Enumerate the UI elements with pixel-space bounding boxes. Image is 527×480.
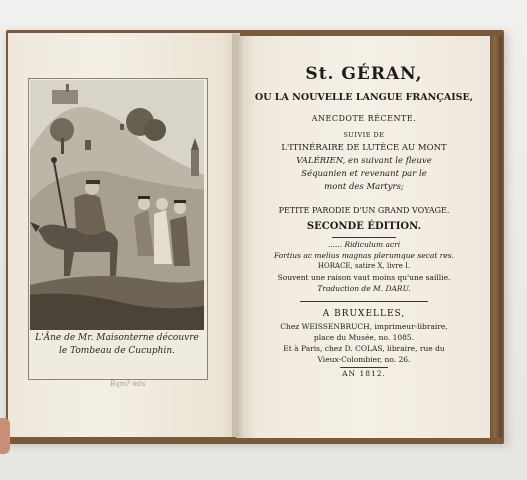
imprint-year: AN 1812. — [342, 369, 386, 378]
itinerary-line-3: Séquanien et revenant par le — [301, 169, 427, 179]
title-rule-2 — [300, 301, 428, 302]
itinerary-line-2: VALÉRIEN, en suivant le fleuve — [296, 156, 432, 166]
epigraph-line-1: ...... Ridiculum acri — [327, 240, 401, 249]
plate-caption — [28, 332, 206, 378]
epigraph-line-2: Fortius ac melius magnas plerumque secat res. — [274, 251, 454, 260]
book-gutter — [232, 34, 242, 438]
book-subtitle: OU LA NOUVELLE LANGUE FRANÇAISE, — [254, 92, 474, 103]
pencil-note: Bqm? mts — [110, 380, 146, 388]
plate-caption-line-1: L'Âne de Mr. Maisonterne découvre — [35, 333, 199, 343]
book-spine-edge — [488, 36, 502, 438]
epigraph-translation: Souvent une raison vaut moins qu'une saillie. — [277, 273, 451, 282]
epigraph-translator: Traduction de M. DARU. — [317, 284, 411, 293]
suivie-line: SUIVIE DE — [343, 131, 385, 139]
imprint-line-3: Et à Paris, chez D. COLAS, libraire, rue du — [283, 344, 445, 353]
title-rule-3 — [340, 367, 388, 368]
imprint-line-1: Chez WEISSENBRUCH, imprimeur-libraire, — [280, 322, 448, 331]
frontispiece-engraving — [30, 80, 204, 330]
title-rule-1 — [332, 237, 396, 238]
itinerary-line-4: mont des Martyrs; — [324, 182, 404, 192]
imprint-place: A BRUXELLES, — [322, 309, 406, 319]
imprint-line-2: place du Musée, no. 1085. — [313, 333, 415, 342]
itinerary-line-1: L'ITINÉRAIRE DE LUTÈCE AU MONT — [281, 143, 447, 153]
plate-caption-line-2: le Tombeau de Cucuphin. — [59, 346, 175, 356]
finger — [0, 418, 10, 454]
imprint-line-4: Vieux-Colombier, no. 26. — [317, 355, 411, 364]
anecdote-line: ANECDOTE RÉCENTE. — [311, 114, 417, 123]
edition-line: SECONDE ÉDITION. — [306, 221, 422, 232]
parodie-line: PETITE PARODIE D'UN GRAND VOYAGE. — [278, 206, 450, 215]
book-title: St. GÉRAN, — [305, 64, 423, 84]
epigraph-source: HORACE, satire X, livre I. — [317, 262, 411, 270]
